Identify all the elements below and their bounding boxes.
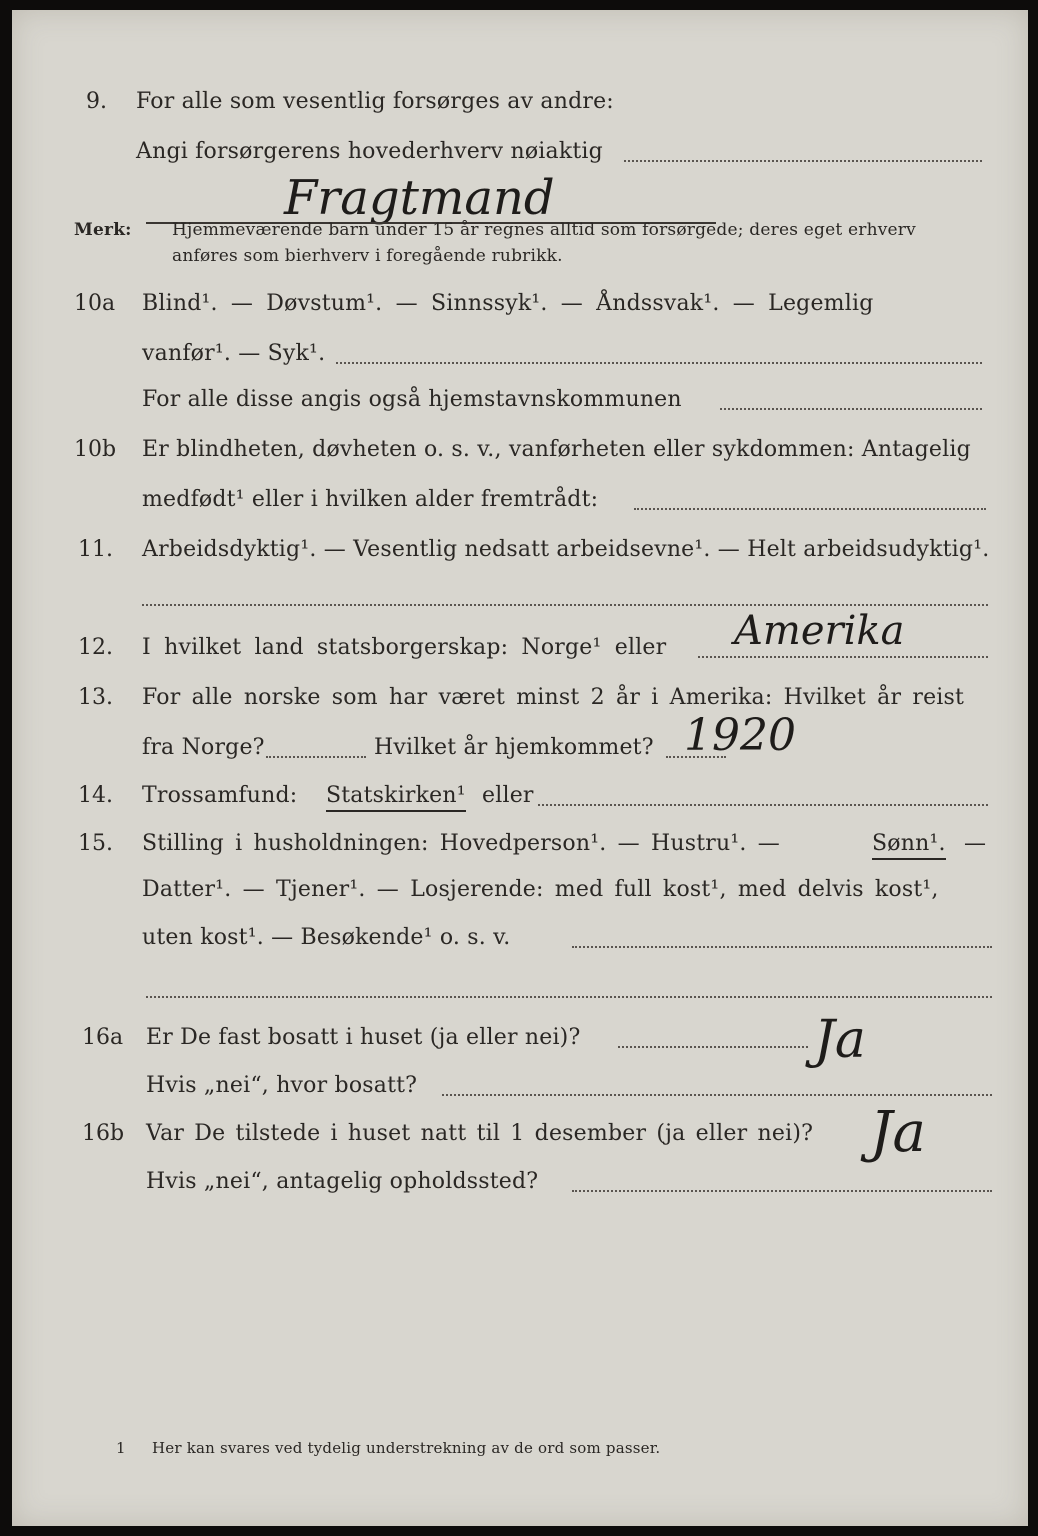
footnote-text: Her kan svares ved tydelig understrekning av de ord som passer. xyxy=(152,1439,661,1457)
q14-label: Trossamfund: xyxy=(142,783,298,808)
q16b-line1: Var De tilstede i huset natt til 1 desember (ja eller nei)? xyxy=(146,1121,814,1146)
q11-number: 11. xyxy=(78,537,113,562)
q16a-dotted-line-2 xyxy=(442,1094,992,1096)
q14-eller: eller xyxy=(482,783,534,808)
q12-handwritten-answer: Amerika xyxy=(734,608,905,654)
q15-line1-dash: — xyxy=(964,831,987,856)
q10a-line1: Blind¹. — Døvstum¹. — Sinnssyk¹. — Åndssvak¹. — Legemlig xyxy=(142,291,874,316)
q13-dotted-line-1 xyxy=(266,756,366,758)
q13-handwritten-answer: 1920 xyxy=(684,710,796,761)
q15-sonn-underlined: Sønn¹. xyxy=(872,830,946,860)
q13-line2b: Hvilket år hjemkommet? xyxy=(374,735,654,760)
q16a-number: 16a xyxy=(82,1025,124,1050)
q11-dotted-line xyxy=(142,604,988,606)
q10a-number: 10a xyxy=(74,291,116,316)
q14-statskirken-underlined: Statskirken¹ xyxy=(326,782,466,812)
q10a-dotted-line-2 xyxy=(720,408,982,410)
q9-number: 9. xyxy=(86,89,107,114)
q9-handwritten-answer: Fragtmand xyxy=(284,170,555,226)
q9-dotted-line xyxy=(624,160,982,162)
q10b-line1: Er blindheten, døvheten o. s. v., vanførheten eller sykdommen: Antagelig xyxy=(142,437,971,462)
q12-line1: I hvilket land statsborgerskap: Norge¹ eller xyxy=(142,635,667,660)
q16b-line2: Hvis „nei“, antagelig opholdssted? xyxy=(146,1169,539,1194)
q10a-line2: vanfør¹. — Syk¹. xyxy=(142,341,326,366)
q11-line1: Arbeidsdyktig¹. — Vesentlig nedsatt arbeidsevne¹. — Helt arbeidsudyktig¹. xyxy=(142,537,990,562)
q16b-number: 16b xyxy=(82,1121,125,1146)
q16b-dotted-line xyxy=(572,1190,992,1192)
q10b-line2: medfødt¹ eller i hvilken alder fremtrådt: xyxy=(142,487,599,512)
census-form-page xyxy=(12,10,1028,1526)
q10a-line3: For alle disse angis også hjemstavnskommunen xyxy=(142,387,682,412)
q10a-dotted-line-1 xyxy=(336,362,982,364)
q14-dotted-line xyxy=(538,804,988,806)
q15-line1a: Stilling i husholdningen: Hovedperson¹. — Hustru¹. — xyxy=(142,831,781,856)
merk-label: Merk: xyxy=(74,220,132,240)
q13-number: 13. xyxy=(78,685,113,710)
q10b-dotted-line xyxy=(634,508,986,510)
merk-line2: anføres som bierhverv i foregående rubrikk. xyxy=(172,246,563,266)
merk-line1: Hjemmeværende barn under 15 år regnes alltid som forsørgede; deres eget erhverv xyxy=(172,220,916,240)
q15-number: 15. xyxy=(78,831,113,856)
q9-line2: Angi forsørgerens hovederhverv nøiaktig xyxy=(136,139,603,164)
q12-dotted-line xyxy=(698,656,988,658)
q15-dotted-line-2 xyxy=(146,996,992,998)
q16a-dotted-line-1 xyxy=(618,1046,808,1048)
q15-line2: Datter¹. — Tjener¹. — Losjerende: med full kost¹, med delvis kost¹, xyxy=(142,877,939,902)
q16a-line2: Hvis „nei“, hvor bosatt? xyxy=(146,1073,418,1098)
q13-line1: For alle norske som har været minst 2 år i Amerika: Hvilket år reist xyxy=(142,685,965,710)
q14-number: 14. xyxy=(78,783,113,808)
q12-number: 12. xyxy=(78,635,113,660)
footnote-mark: 1 xyxy=(116,1439,126,1457)
q15-dotted-line-1 xyxy=(572,946,992,948)
q16b-handwritten-answer: Ja xyxy=(870,1100,926,1165)
q16a-handwritten-answer: Ja xyxy=(814,1010,866,1070)
q13-line2a: fra Norge? xyxy=(142,735,265,760)
q10b-number: 10b xyxy=(74,437,117,462)
q16a-line1: Er De fast bosatt i huset (ja eller nei)? xyxy=(146,1025,581,1050)
q15-line3: uten kost¹. — Besøkende¹ o. s. v. xyxy=(142,925,511,950)
q9-line1: For alle som vesentlig forsørges av andre: xyxy=(136,89,614,114)
